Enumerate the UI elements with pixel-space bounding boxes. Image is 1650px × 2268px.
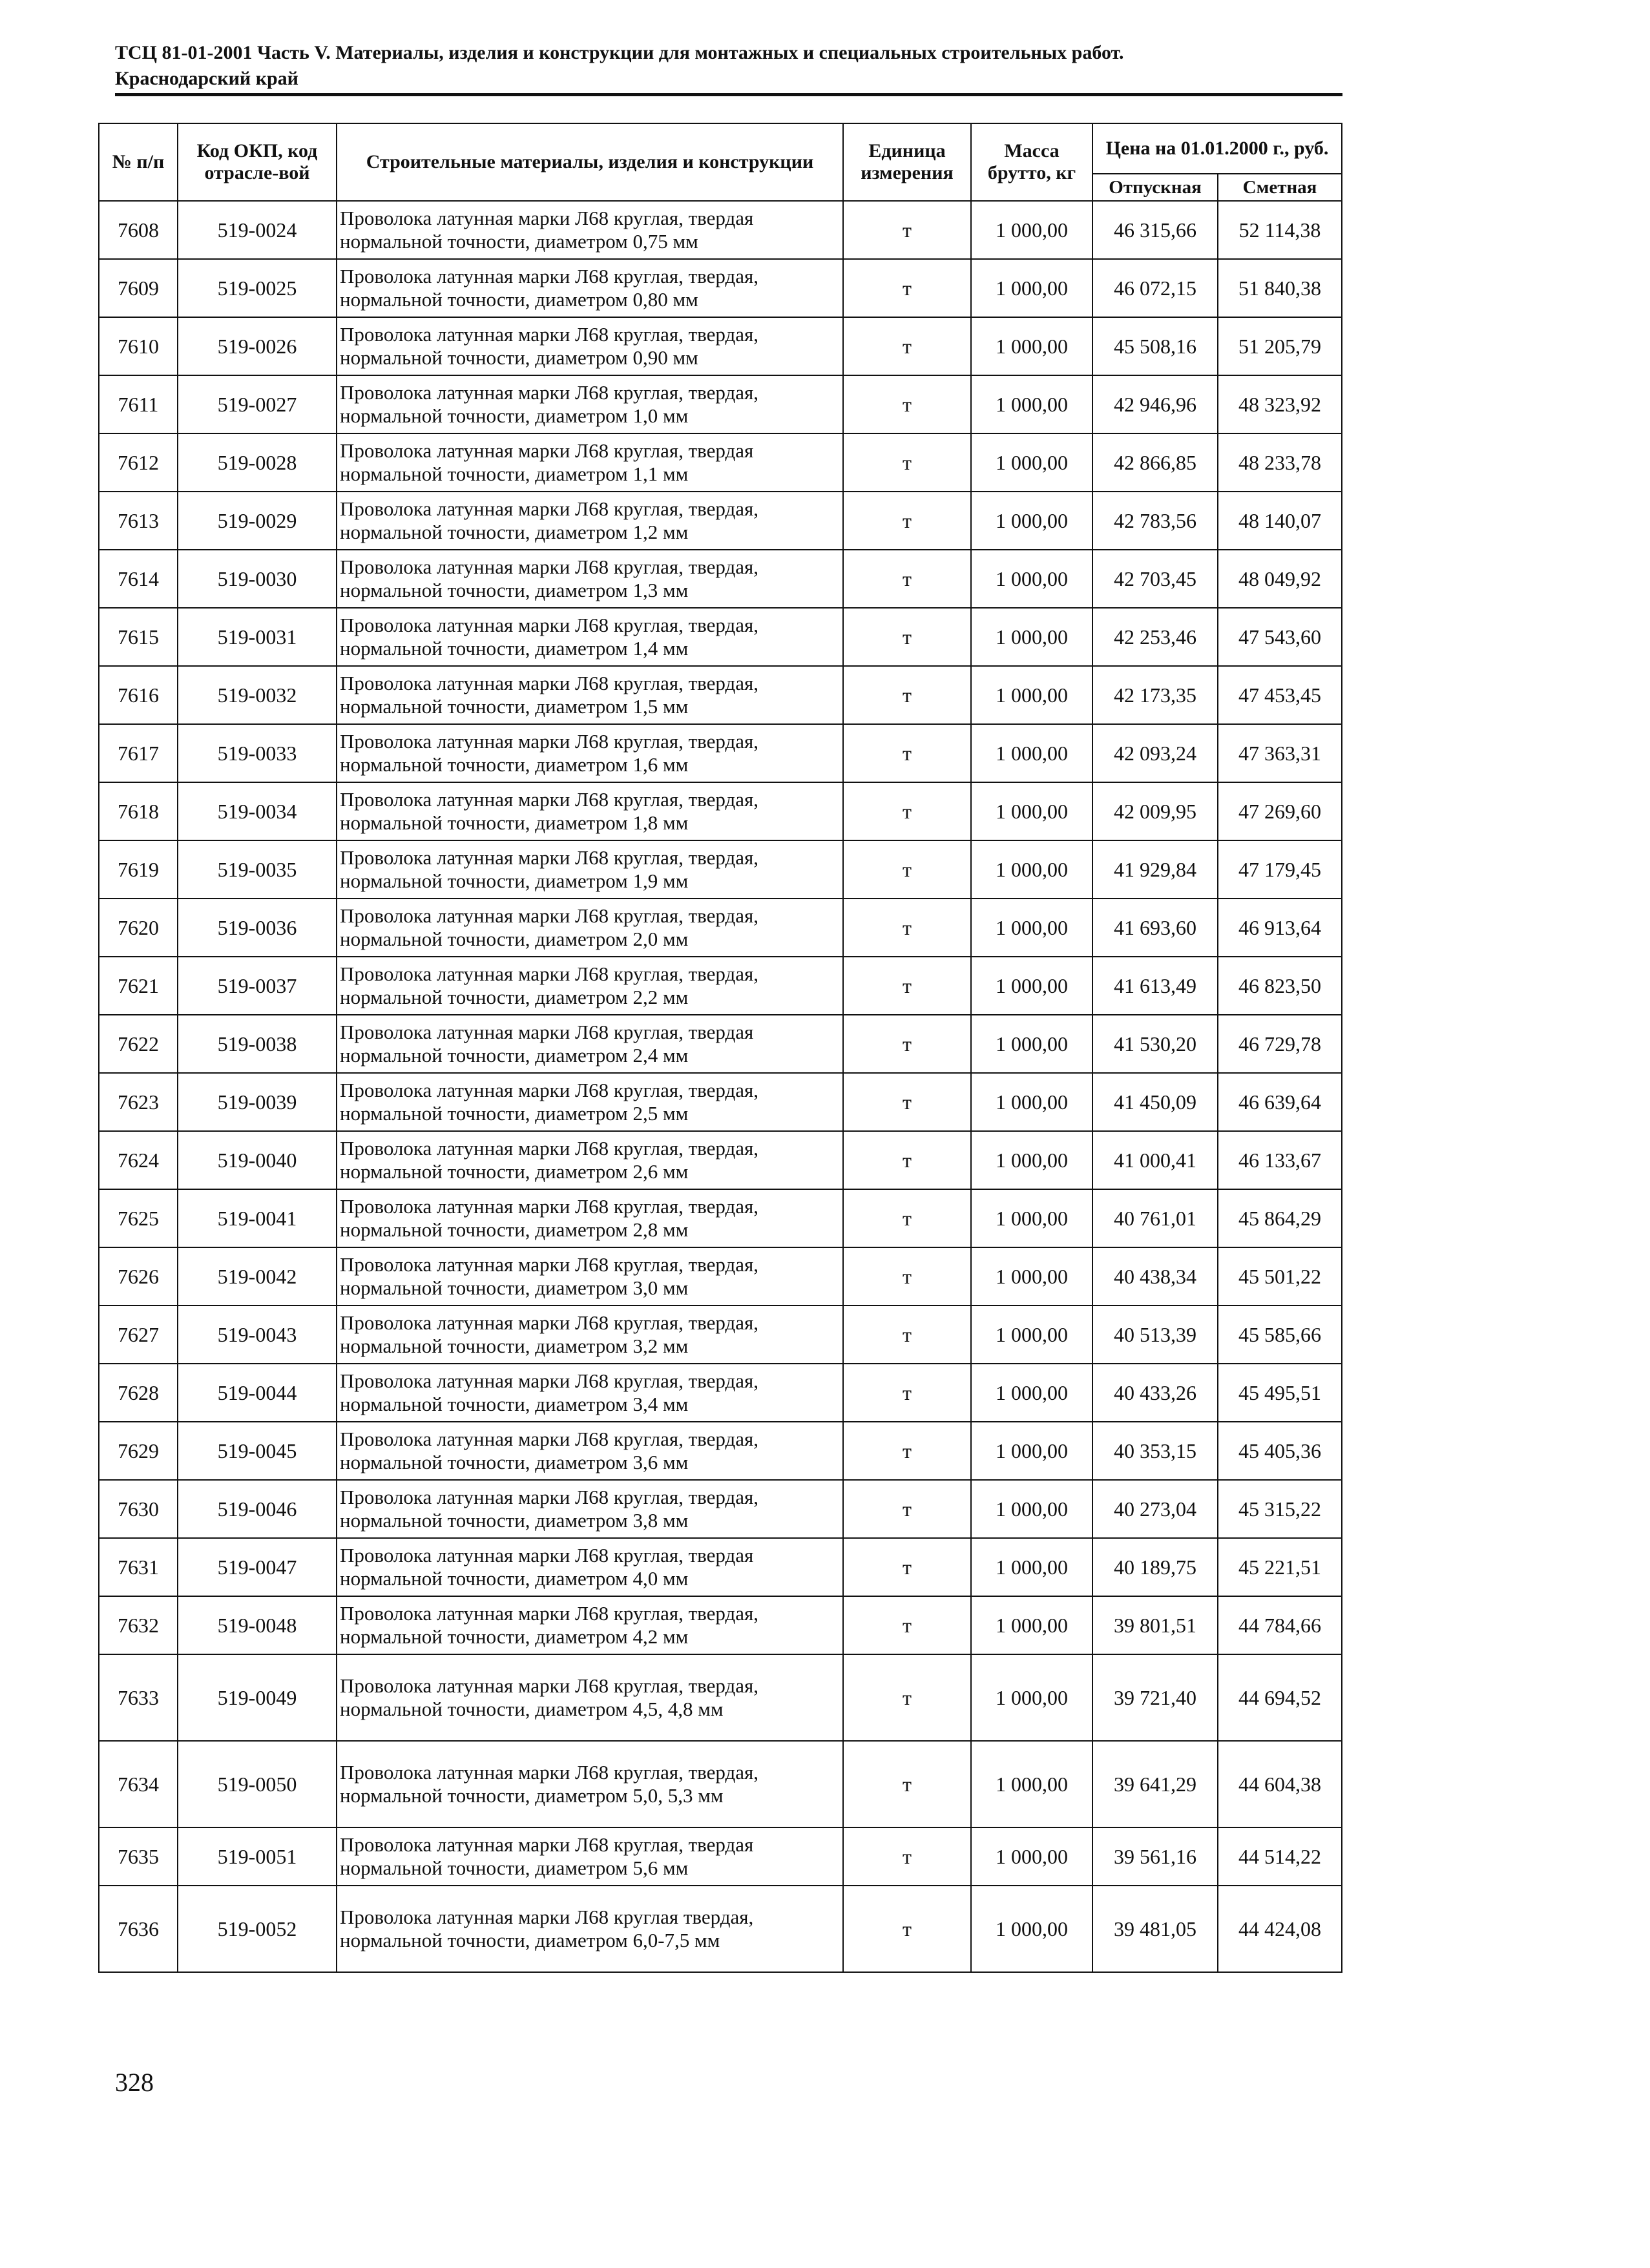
estimate-price-cell: 44 784,66: [1218, 1596, 1342, 1654]
estimate-price-cell: 48 140,07: [1218, 492, 1342, 550]
gross-mass-cell: 1 000,00: [971, 1596, 1092, 1654]
gross-mass-cell: 1 000,00: [971, 1364, 1092, 1422]
gross-mass-cell: 1 000,00: [971, 550, 1092, 608]
okp-code-cell: 519-0040: [178, 1131, 337, 1189]
material-name-cell: Проволока латунная марки Л68 круглая, твердая, нормальной точности, диаметром 1,2 мм: [337, 492, 843, 550]
estimate-price-cell: 47 363,31: [1218, 724, 1342, 782]
unit-cell: т: [843, 666, 971, 724]
column-header-name: Строительные материалы, изделия и конструкции: [337, 123, 843, 201]
material-name-cell: Проволока латунная марки Л68 круглая, твердая, нормальной точности, диаметром 1,0 мм: [337, 375, 843, 433]
unit-cell: т: [843, 1741, 971, 1827]
okp-code-cell: 519-0034: [178, 782, 337, 840]
gross-mass-cell: 1 000,00: [971, 1247, 1092, 1306]
row-number-cell: 7611: [99, 375, 178, 433]
table-row: [99, 492, 1342, 550]
gross-mass-cell: 1 000,00: [971, 492, 1092, 550]
estimate-price-cell: 44 694,52: [1218, 1654, 1342, 1741]
material-name-cell: Проволока латунная марки Л68 круглая, твердая нормальной точности, диаметром 1,1 мм: [337, 433, 843, 492]
material-name-cell: Проволока латунная марки Л68 круглая, твердая, нормальной точности, диаметром 1,6 мм: [337, 724, 843, 782]
release-price-cell: 41 530,20: [1092, 1015, 1218, 1073]
material-name-cell: Проволока латунная марки Л68 круглая, твердая, нормальной точности, диаметром 4,5, 4,8 мм: [337, 1654, 843, 1741]
gross-mass-cell: 1 000,00: [971, 1131, 1092, 1189]
row-number-cell: 7634: [99, 1741, 178, 1827]
table-row: [99, 1741, 1342, 1827]
header-divider: [115, 93, 1342, 96]
document-title: ТСЦ 81-01-2001 Часть V. Материалы, изделия и конструкции для монтажных и специальных строительных работ.: [115, 42, 1124, 63]
material-name-cell: Проволока латунная марки Л68 круглая, твердая, нормальной точности, диаметром 1,4 мм: [337, 608, 843, 666]
estimate-price-cell: 48 323,92: [1218, 375, 1342, 433]
gross-mass-cell: 1 000,00: [971, 201, 1092, 259]
row-number-cell: 7629: [99, 1422, 178, 1480]
unit-cell: т: [843, 1131, 971, 1189]
gross-mass-cell: 1 000,00: [971, 1422, 1092, 1480]
gross-mass-cell: 1 000,00: [971, 1306, 1092, 1364]
table-row: [99, 724, 1342, 782]
column-header-code: Код ОКП, код отрасле-вой: [178, 123, 337, 201]
okp-code-cell: 519-0041: [178, 1189, 337, 1247]
estimate-price-cell: 45 585,66: [1218, 1306, 1342, 1364]
unit-cell: т: [843, 1073, 971, 1131]
estimate-price-cell: 45 501,22: [1218, 1247, 1342, 1306]
material-name-cell: Проволока латунная марки Л68 круглая, твердая, нормальной точности, диаметром 5,0, 5,3 мм: [337, 1741, 843, 1827]
unit-cell: т: [843, 201, 971, 259]
column-header-num: № п/п: [99, 123, 178, 201]
estimate-price-cell: 45 864,29: [1218, 1189, 1342, 1247]
gross-mass-cell: 1 000,00: [971, 957, 1092, 1015]
release-price-cell: 42 253,46: [1092, 608, 1218, 666]
gross-mass-cell: 1 000,00: [971, 1480, 1092, 1538]
material-name-cell: Проволока латунная марки Л68 круглая, твердая, нормальной точности, диаметром 3,8 мм: [337, 1480, 843, 1538]
unit-cell: т: [843, 1015, 971, 1073]
table-row: [99, 1886, 1342, 1972]
gross-mass-cell: 1 000,00: [971, 782, 1092, 840]
page-header: [115, 40, 1342, 92]
row-number-cell: 7620: [99, 899, 178, 957]
release-price-cell: 42 703,45: [1092, 550, 1218, 608]
table-row: [99, 550, 1342, 608]
gross-mass-cell: 1 000,00: [971, 1538, 1092, 1596]
unit-cell: т: [843, 492, 971, 550]
release-price-cell: 40 438,34: [1092, 1247, 1218, 1306]
row-number-cell: 7632: [99, 1596, 178, 1654]
table-row: [99, 899, 1342, 957]
row-number-cell: 7633: [99, 1654, 178, 1741]
release-price-cell: 39 481,05: [1092, 1886, 1218, 1972]
unit-cell: т: [843, 1886, 971, 1972]
unit-cell: т: [843, 899, 971, 957]
table-row: [99, 666, 1342, 724]
row-number-cell: 7635: [99, 1827, 178, 1886]
okp-code-cell: 519-0048: [178, 1596, 337, 1654]
row-number-cell: 7608: [99, 201, 178, 259]
okp-code-cell: 519-0035: [178, 840, 337, 899]
estimate-price-cell: 51 205,79: [1218, 317, 1342, 375]
row-number-cell: 7615: [99, 608, 178, 666]
table-row: [99, 375, 1342, 433]
row-number-cell: 7636: [99, 1886, 178, 1972]
table-row: [99, 1596, 1342, 1654]
material-name-cell: Проволока латунная марки Л68 круглая, твердая, нормальной точности, диаметром 4,2 мм: [337, 1596, 843, 1654]
gross-mass-cell: 1 000,00: [971, 1654, 1092, 1741]
material-name-cell: Проволока латунная марки Л68 круглая, твердая, нормальной точности, диаметром 0,90 мм: [337, 317, 843, 375]
material-name-cell: Проволока латунная марки Л68 круглая, твердая, нормальной точности, диаметром 3,0 мм: [337, 1247, 843, 1306]
material-name-cell: Проволока латунная марки Л68 круглая, твердая, нормальной точности, диаметром 2,0 мм: [337, 899, 843, 957]
gross-mass-cell: 1 000,00: [971, 899, 1092, 957]
gross-mass-cell: 1 000,00: [971, 840, 1092, 899]
material-name-cell: Проволока латунная марки Л68 круглая твердая, нормальной точности, диаметром 6,0-7,5 мм: [337, 1886, 843, 1972]
okp-code-cell: 519-0037: [178, 957, 337, 1015]
row-number-cell: 7614: [99, 550, 178, 608]
gross-mass-cell: 1 000,00: [971, 1073, 1092, 1131]
okp-code-cell: 519-0033: [178, 724, 337, 782]
estimate-price-cell: 47 543,60: [1218, 608, 1342, 666]
unit-cell: т: [843, 1654, 971, 1741]
okp-code-cell: 519-0047: [178, 1538, 337, 1596]
estimate-price-cell: 45 495,51: [1218, 1364, 1342, 1422]
table-row: [99, 201, 1342, 259]
unit-cell: т: [843, 1827, 971, 1886]
column-header-mass: Масса брутто, кг: [971, 123, 1092, 201]
okp-code-cell: 519-0027: [178, 375, 337, 433]
material-name-cell: Проволока латунная марки Л68 круглая, твердая, нормальной точности, диаметром 2,8 мм: [337, 1189, 843, 1247]
release-price-cell: 39 721,40: [1092, 1654, 1218, 1741]
table-row: [99, 259, 1342, 317]
unit-cell: т: [843, 608, 971, 666]
gross-mass-cell: 1 000,00: [971, 433, 1092, 492]
unit-cell: т: [843, 957, 971, 1015]
release-price-cell: 40 761,01: [1092, 1189, 1218, 1247]
okp-code-cell: 519-0028: [178, 433, 337, 492]
okp-code-cell: 519-0039: [178, 1073, 337, 1131]
okp-code-cell: 519-0045: [178, 1422, 337, 1480]
estimate-price-cell: 46 639,64: [1218, 1073, 1342, 1131]
release-price-cell: 42 783,56: [1092, 492, 1218, 550]
okp-code-cell: 519-0024: [178, 201, 337, 259]
table-row: [99, 608, 1342, 666]
table-row: [99, 1015, 1342, 1073]
estimate-price-cell: 47 269,60: [1218, 782, 1342, 840]
okp-code-cell: 519-0031: [178, 608, 337, 666]
column-header-estimate-price: Сметная: [1218, 174, 1342, 201]
estimate-price-cell: 44 514,22: [1218, 1827, 1342, 1886]
unit-cell: т: [843, 375, 971, 433]
gross-mass-cell: 1 000,00: [971, 666, 1092, 724]
price-table: [98, 123, 1342, 1973]
unit-cell: т: [843, 724, 971, 782]
unit-cell: т: [843, 1189, 971, 1247]
gross-mass-cell: 1 000,00: [971, 724, 1092, 782]
unit-cell: т: [843, 782, 971, 840]
material-name-cell: Проволока латунная марки Л68 круглая, твердая нормальной точности, диаметром 4,0 мм: [337, 1538, 843, 1596]
row-number-cell: 7628: [99, 1364, 178, 1422]
release-price-cell: 40 189,75: [1092, 1538, 1218, 1596]
release-price-cell: 42 173,35: [1092, 666, 1218, 724]
okp-code-cell: 519-0029: [178, 492, 337, 550]
release-price-cell: 39 801,51: [1092, 1596, 1218, 1654]
unit-cell: т: [843, 1596, 971, 1654]
table-row: [99, 1247, 1342, 1306]
material-name-cell: Проволока латунная марки Л68 круглая, твердая, нормальной точности, диаметром 2,2 мм: [337, 957, 843, 1015]
material-name-cell: Проволока латунная марки Л68 круглая, твердая, нормальной точности, диаметром 1,8 мм: [337, 782, 843, 840]
column-header-release-price: Отпускная: [1092, 174, 1218, 201]
release-price-cell: 42 866,85: [1092, 433, 1218, 492]
release-price-cell: 40 353,15: [1092, 1422, 1218, 1480]
estimate-price-cell: 46 823,50: [1218, 957, 1342, 1015]
table-row: [99, 1654, 1342, 1741]
estimate-price-cell: 46 729,78: [1218, 1015, 1342, 1073]
okp-code-cell: 519-0043: [178, 1306, 337, 1364]
unit-cell: т: [843, 1306, 971, 1364]
region-label: Краснодарский край: [115, 68, 298, 89]
row-number-cell: 7610: [99, 317, 178, 375]
material-name-cell: Проволока латунная марки Л68 круглая, твердая, нормальной точности, диаметром 0,80 мм: [337, 259, 843, 317]
estimate-price-cell: 46 913,64: [1218, 899, 1342, 957]
estimate-price-cell: 45 315,22: [1218, 1480, 1342, 1538]
material-name-cell: Проволока латунная марки Л68 круглая, твердая, нормальной точности, диаметром 1,5 мм: [337, 666, 843, 724]
table-row: [99, 1306, 1342, 1364]
row-number-cell: 7622: [99, 1015, 178, 1073]
estimate-price-cell: 51 840,38: [1218, 259, 1342, 317]
gross-mass-cell: 1 000,00: [971, 1741, 1092, 1827]
estimate-price-cell: 45 405,36: [1218, 1422, 1342, 1480]
row-number-cell: 7612: [99, 433, 178, 492]
row-number-cell: 7623: [99, 1073, 178, 1131]
table-row: [99, 1827, 1342, 1886]
row-number-cell: 7619: [99, 840, 178, 899]
okp-code-cell: 519-0025: [178, 259, 337, 317]
table-row: [99, 1480, 1342, 1538]
table-row: [99, 957, 1342, 1015]
unit-cell: т: [843, 1247, 971, 1306]
gross-mass-cell: 1 000,00: [971, 375, 1092, 433]
okp-code-cell: 519-0042: [178, 1247, 337, 1306]
material-name-cell: Проволока латунная марки Л68 круглая, твердая, нормальной точности, диаметром 2,6 мм: [337, 1131, 843, 1189]
okp-code-cell: 519-0044: [178, 1364, 337, 1422]
okp-code-cell: 519-0036: [178, 899, 337, 957]
table-header: [99, 123, 1342, 201]
gross-mass-cell: 1 000,00: [971, 317, 1092, 375]
unit-cell: т: [843, 1364, 971, 1422]
okp-code-cell: 519-0051: [178, 1827, 337, 1886]
material-name-cell: Проволока латунная марки Л68 круглая, твердая нормальной точности, диаметром 2,4 мм: [337, 1015, 843, 1073]
estimate-price-cell: 52 114,38: [1218, 201, 1342, 259]
estimate-price-cell: 45 221,51: [1218, 1538, 1342, 1596]
release-price-cell: 42 093,24: [1092, 724, 1218, 782]
row-number-cell: 7631: [99, 1538, 178, 1596]
row-number-cell: 7624: [99, 1131, 178, 1189]
table-row: [99, 1131, 1342, 1189]
release-price-cell: 42 009,95: [1092, 782, 1218, 840]
unit-cell: т: [843, 259, 971, 317]
material-name-cell: Проволока латунная марки Л68 круглая, твердая, нормальной точности, диаметром 2,5 мм: [337, 1073, 843, 1131]
unit-cell: т: [843, 317, 971, 375]
gross-mass-cell: 1 000,00: [971, 1015, 1092, 1073]
table-row: [99, 840, 1342, 899]
table-row: [99, 1073, 1342, 1131]
okp-code-cell: 519-0038: [178, 1015, 337, 1073]
unit-cell: т: [843, 433, 971, 492]
release-price-cell: 41 929,84: [1092, 840, 1218, 899]
gross-mass-cell: 1 000,00: [971, 1189, 1092, 1247]
row-number-cell: 7617: [99, 724, 178, 782]
unit-cell: т: [843, 1538, 971, 1596]
estimate-price-cell: 48 233,78: [1218, 433, 1342, 492]
release-price-cell: 41 613,49: [1092, 957, 1218, 1015]
release-price-cell: 41 693,60: [1092, 899, 1218, 957]
estimate-price-cell: 48 049,92: [1218, 550, 1342, 608]
table-row: [99, 1189, 1342, 1247]
row-number-cell: 7625: [99, 1189, 178, 1247]
table-row: [99, 317, 1342, 375]
table-row: [99, 1538, 1342, 1596]
release-price-cell: 45 508,16: [1092, 317, 1218, 375]
column-header-unit: Единица измерения: [843, 123, 971, 201]
unit-cell: т: [843, 1480, 971, 1538]
release-price-cell: 39 561,16: [1092, 1827, 1218, 1886]
okp-code-cell: 519-0052: [178, 1886, 337, 1972]
gross-mass-cell: 1 000,00: [971, 608, 1092, 666]
row-number-cell: 7613: [99, 492, 178, 550]
row-number-cell: 7630: [99, 1480, 178, 1538]
row-number-cell: 7626: [99, 1247, 178, 1306]
table-row: [99, 433, 1342, 492]
table-row: [99, 1364, 1342, 1422]
estimate-price-cell: 44 604,38: [1218, 1741, 1342, 1827]
material-name-cell: Проволока латунная марки Л68 круглая, твердая, нормальной точности, диаметром 3,4 мм: [337, 1364, 843, 1422]
gross-mass-cell: 1 000,00: [971, 1886, 1092, 1972]
material-name-cell: Проволока латунная марки Л68 круглая, твердая, нормальной точности, диаметром 3,6 мм: [337, 1422, 843, 1480]
row-number-cell: 7627: [99, 1306, 178, 1364]
okp-code-cell: 519-0046: [178, 1480, 337, 1538]
estimate-price-cell: 44 424,08: [1218, 1886, 1342, 1972]
release-price-cell: 41 000,41: [1092, 1131, 1218, 1189]
page-number: 328: [115, 2068, 154, 2097]
material-name-cell: Проволока латунная марки Л68 круглая, твердая, нормальной точности, диаметром 1,9 мм: [337, 840, 843, 899]
table-row: [99, 1422, 1342, 1480]
release-price-cell: 39 641,29: [1092, 1741, 1218, 1827]
unit-cell: т: [843, 840, 971, 899]
row-number-cell: 7616: [99, 666, 178, 724]
unit-cell: т: [843, 1422, 971, 1480]
okp-code-cell: 519-0049: [178, 1654, 337, 1741]
row-number-cell: 7609: [99, 259, 178, 317]
column-header-price-group: Цена на 01.01.2000 г., руб.: [1092, 123, 1342, 174]
gross-mass-cell: 1 000,00: [971, 259, 1092, 317]
release-price-cell: 41 450,09: [1092, 1073, 1218, 1131]
release-price-cell: 46 072,15: [1092, 259, 1218, 317]
estimate-price-cell: 46 133,67: [1218, 1131, 1342, 1189]
table-body: [99, 201, 1342, 1972]
row-number-cell: 7621: [99, 957, 178, 1015]
okp-code-cell: 519-0026: [178, 317, 337, 375]
release-price-cell: 40 513,39: [1092, 1306, 1218, 1364]
row-number-cell: 7618: [99, 782, 178, 840]
gross-mass-cell: 1 000,00: [971, 1827, 1092, 1886]
material-name-cell: Проволока латунная марки Л68 круглая, твердая нормальной точности, диаметром 5,6 мм: [337, 1827, 843, 1886]
release-price-cell: 42 946,96: [1092, 375, 1218, 433]
estimate-price-cell: 47 453,45: [1218, 666, 1342, 724]
release-price-cell: 46 315,66: [1092, 201, 1218, 259]
okp-code-cell: 519-0050: [178, 1741, 337, 1827]
release-price-cell: 40 273,04: [1092, 1480, 1218, 1538]
material-name-cell: Проволока латунная марки Л68 круглая, твердая, нормальной точности, диаметром 1,3 мм: [337, 550, 843, 608]
material-name-cell: Проволока латунная марки Л68 круглая, твердая, нормальной точности, диаметром 3,2 мм: [337, 1306, 843, 1364]
okp-code-cell: 519-0030: [178, 550, 337, 608]
material-name-cell: Проволока латунная марки Л68 круглая, твердая нормальной точности, диаметром 0,75 мм: [337, 201, 843, 259]
unit-cell: т: [843, 550, 971, 608]
estimate-price-cell: 47 179,45: [1218, 840, 1342, 899]
okp-code-cell: 519-0032: [178, 666, 337, 724]
release-price-cell: 40 433,26: [1092, 1364, 1218, 1422]
table-row: [99, 782, 1342, 840]
